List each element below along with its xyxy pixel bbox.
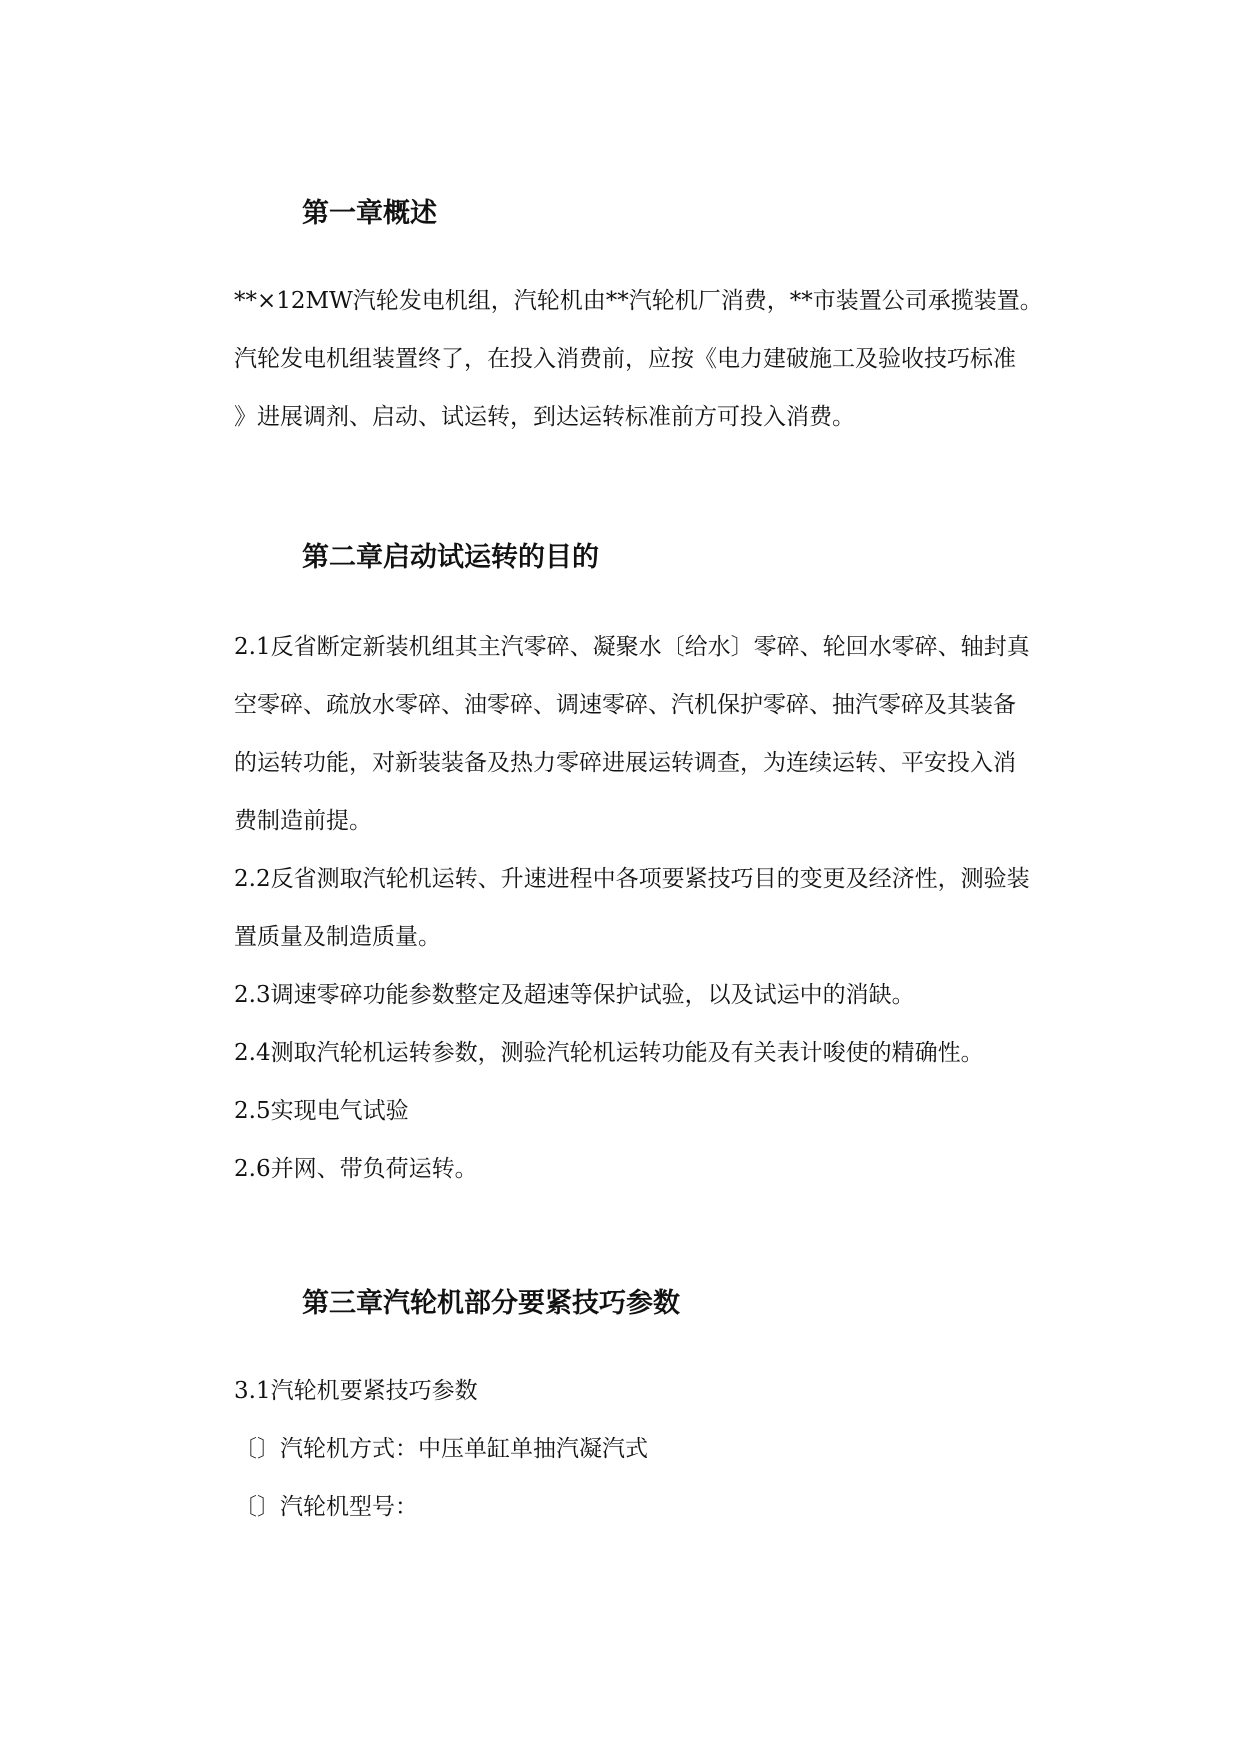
paragraph-line: 汽轮发电机组装置终了，在投入消费前，应按《电力建破施工及验收技巧标准 [234, 346, 1016, 372]
item-2-1-line: 2.1反省断定新装机组其主汽零碎、凝聚水〔给水〕零碎、轮回水零碎、轴封真 [234, 634, 1030, 660]
item-2-4-line: 2.4测取汽轮机运转参数，测验汽轮机运转功能及有关表计唆使的精确性。 [234, 1040, 984, 1066]
chapter-2-section [234, 618, 1094, 1198]
item-2-5-line: 2.5实现电气试验 [234, 1098, 409, 1124]
chapter-2-title: 第二章启动试运转的目的 [302, 542, 599, 573]
parameter-item: 〔〕汽轮机方式：中压单缸单抽汽凝汽式 [234, 1436, 648, 1462]
item-2-2-line: 置质量及制造质量。 [234, 924, 441, 950]
item-2-1-line: 的运转功能，对新装装备及热力零碎进展运转调查，为连续运转、平安投入消 [234, 750, 1016, 776]
chapter-3-section [234, 1362, 1094, 1536]
item-2-6-line: 2.6并网、带负荷运转。 [234, 1156, 478, 1182]
chapter-1-paragraph [234, 272, 1094, 446]
section-3-1-title: 3.1汽轮机要紧技巧参数 [234, 1378, 478, 1404]
chapter-3-title: 第三章汽轮机部分要紧技巧参数 [302, 1288, 680, 1319]
paragraph-line: 》进展调剂、启动、试运转，到达运转标准前方可投入消费。 [234, 404, 855, 430]
chapter-1-title: 第一章概述 [302, 198, 437, 229]
item-2-1-line: 费制造前提。 [234, 808, 372, 834]
item-2-2-line: 2.2反省测取汽轮机运转、升速进程中各项要紧技巧目的变更及经济性，测验装 [234, 866, 1030, 892]
paragraph-line: **×12MW汽轮发电机组，汽轮机由**汽轮机厂消费，**市装置公司承揽装置。 [234, 288, 1043, 314]
item-2-1-line: 空零碎、疏放水零碎、油零碎、调速零碎、汽机保护零碎、抽汽零碎及其装备 [234, 692, 1016, 718]
parameter-item: 〔〕汽轮机型号： [234, 1494, 418, 1520]
item-2-3-line: 2.3调速零碎功能参数整定及超速等保护试验，以及试运中的消缺。 [234, 982, 915, 1008]
